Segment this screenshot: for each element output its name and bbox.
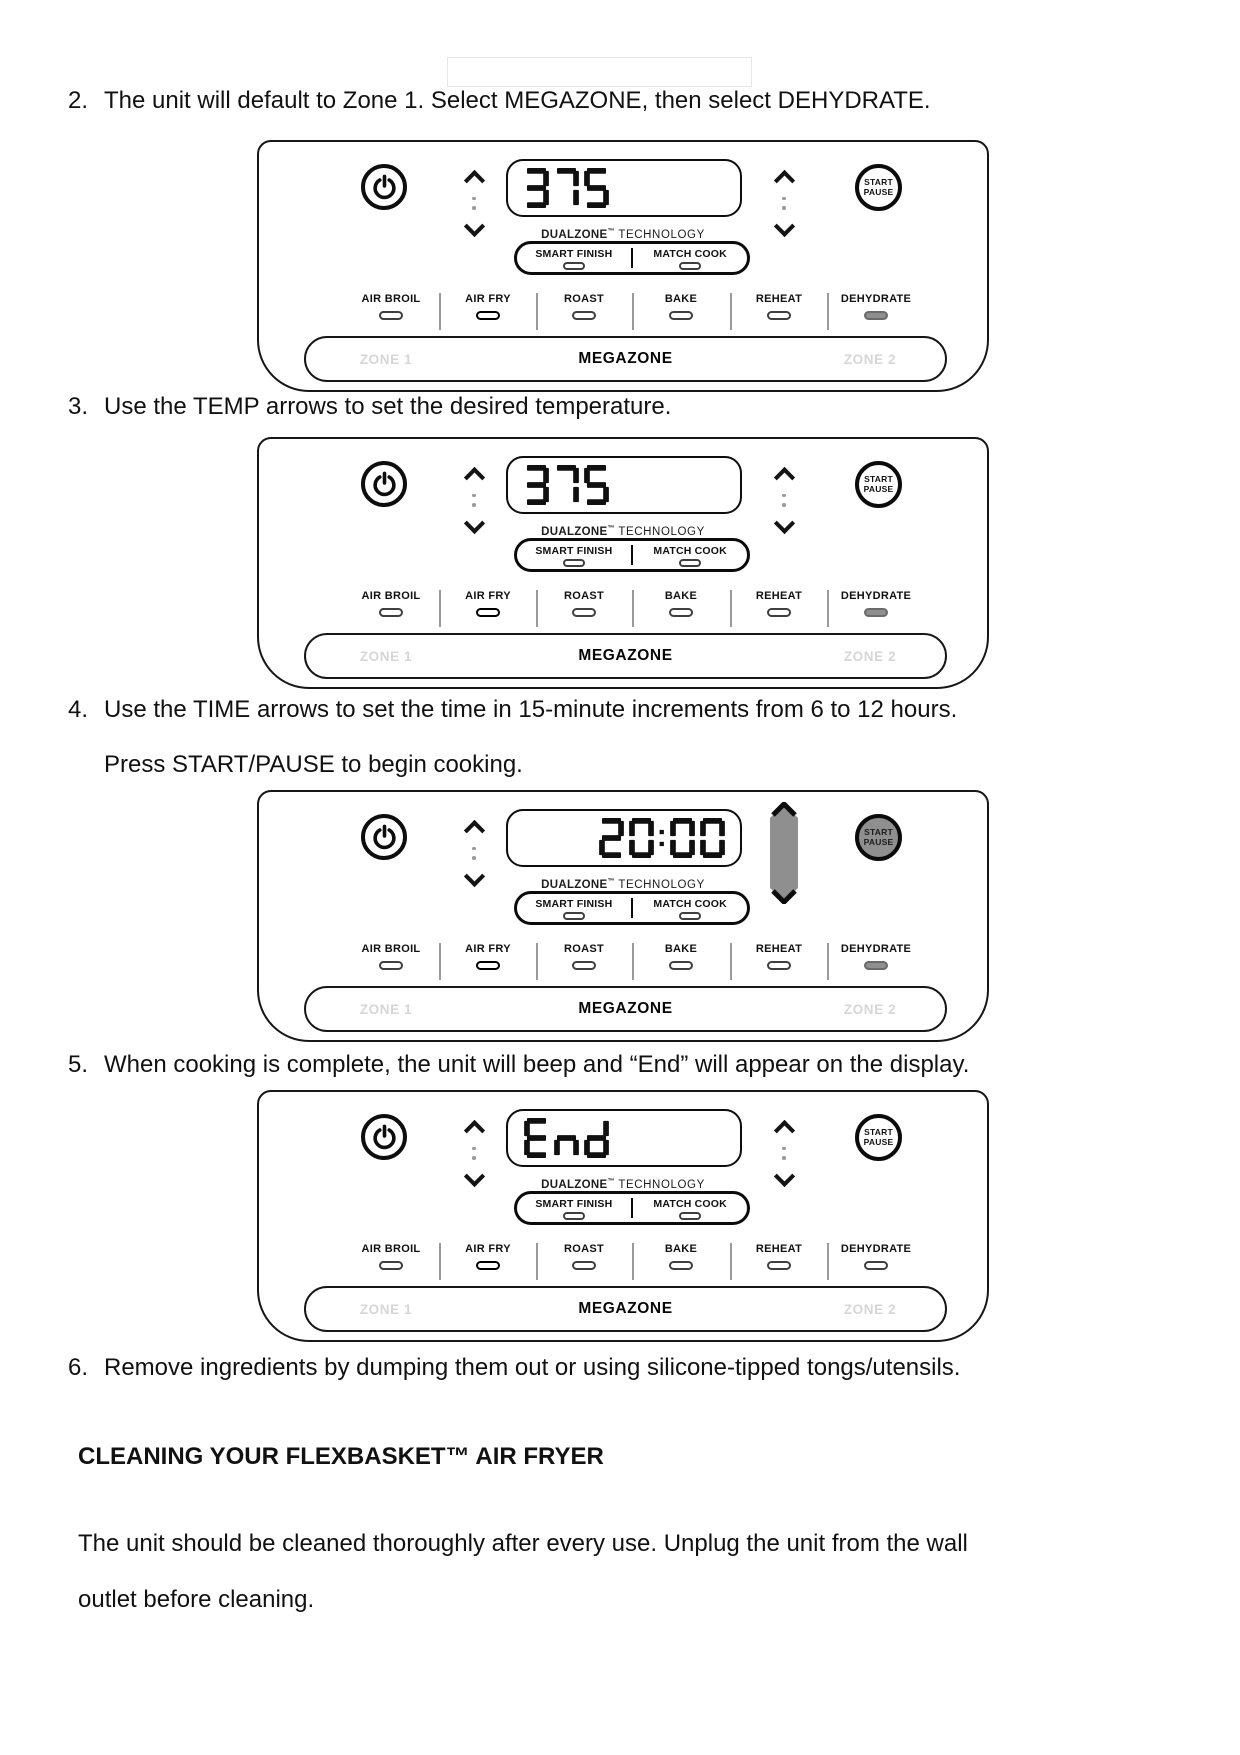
function-bake[interactable]: BAKE xyxy=(626,293,736,320)
roast-indicator xyxy=(572,311,596,320)
control-panel-diagram xyxy=(257,437,989,689)
function-air-fry[interactable]: AIR FRY xyxy=(433,293,543,320)
function-air-fry[interactable]: AIR FRY xyxy=(433,1243,543,1270)
smart-finish-match-cook-pill xyxy=(514,1191,750,1225)
function-separator xyxy=(632,590,634,627)
start-pause-button[interactable] xyxy=(855,164,902,211)
zone1-button[interactable]: ZONE 1 xyxy=(359,351,413,367)
power-icon xyxy=(371,471,398,498)
control-panel-diagram xyxy=(257,1090,989,1342)
megazone-button[interactable]: MEGAZONE xyxy=(578,1000,673,1017)
smart-finish-match-cook-pill xyxy=(514,891,750,925)
match-cook-indicator xyxy=(679,912,701,920)
function-separator xyxy=(632,1243,634,1280)
zone2-button[interactable]: ZONE 2 xyxy=(843,1301,897,1317)
function-air-fry[interactable]: AIR FRY xyxy=(433,590,543,617)
function-separator xyxy=(439,590,441,627)
start-pause-button[interactable] xyxy=(855,814,902,861)
zone2-button[interactable]: ZONE 2 xyxy=(843,1001,897,1017)
function-bake[interactable]: BAKE xyxy=(626,1243,736,1270)
function-separator xyxy=(730,1243,732,1280)
time-up-arrow-icon[interactable] xyxy=(773,466,794,487)
body-text-line: The unit should be cleaned thoroughly after every use. Unplug the unit from the wall xyxy=(78,1530,968,1557)
display-screen xyxy=(506,456,742,514)
step-text: Remove ingredients by dumping them out or using silicone-tipped tongs/utensils. xyxy=(104,1354,961,1381)
function-separator xyxy=(730,293,732,330)
power-icon xyxy=(371,1124,398,1151)
start-pause-button[interactable] xyxy=(855,1114,902,1161)
reheat-indicator xyxy=(767,311,791,320)
time-up-arrow-icon[interactable] xyxy=(773,1119,794,1140)
arrow-dots xyxy=(472,1147,476,1160)
air-fry-indicator xyxy=(476,608,500,617)
step-number: 6. xyxy=(68,1354,89,1381)
display-value xyxy=(508,161,740,215)
reheat-indicator xyxy=(767,961,791,970)
arrow-dots xyxy=(782,494,786,507)
smart-finish-match-cook-pill xyxy=(514,241,750,275)
body-text-line: outlet before cleaning. xyxy=(78,1586,315,1613)
control-panel-diagram xyxy=(257,140,989,392)
function-separator xyxy=(730,590,732,627)
air-broil-indicator xyxy=(379,961,403,970)
power-icon xyxy=(371,174,398,201)
function-air-broil[interactable]: AIR BROIL xyxy=(336,943,446,970)
step-text: Press START/PAUSE to begin cooking. xyxy=(104,751,523,778)
megazone-button[interactable]: MEGAZONE xyxy=(578,350,673,367)
function-separator xyxy=(730,943,732,980)
air-fry-indicator xyxy=(476,961,500,970)
function-reheat[interactable]: REHEAT xyxy=(724,943,834,970)
zone1-button[interactable]: ZONE 1 xyxy=(359,648,413,664)
section-heading: CLEANING YOUR FLEXBASKET™ AIR FRYER xyxy=(78,1443,604,1470)
function-air-fry[interactable]: AIR FRY xyxy=(433,943,543,970)
function-air-broil[interactable]: AIR BROIL xyxy=(336,590,446,617)
roast-indicator xyxy=(572,608,596,617)
arrow-dots xyxy=(472,847,476,860)
step-number: 2. xyxy=(68,87,89,114)
air-broil-indicator xyxy=(379,608,403,617)
power-button[interactable] xyxy=(361,814,407,860)
smart-finish-indicator xyxy=(563,912,585,920)
match-cook-button[interactable]: MATCH COOK xyxy=(633,894,747,922)
dehydrate-indicator xyxy=(864,608,888,617)
start-label: START xyxy=(864,177,893,187)
step-number: 3. xyxy=(68,393,89,420)
arrow-dots xyxy=(782,197,786,210)
function-roast[interactable]: ROAST xyxy=(529,293,639,320)
megazone-button[interactable]: MEGAZONE xyxy=(578,1300,673,1317)
step-text: When cooking is complete, the unit will beep and “End” will appear on the display. xyxy=(104,1051,970,1078)
step-text: Use the TIME arrows to set the time in 15-minute increments from 6 to 12 hours. xyxy=(104,696,958,723)
function-air-broil[interactable]: AIR BROIL xyxy=(336,1243,446,1270)
display-screen xyxy=(506,1109,742,1167)
function-separator xyxy=(439,1243,441,1280)
dualzone-technology-label: DUALZONE™ TECHNOLOGY xyxy=(541,1178,705,1191)
temp-up-arrow-icon[interactable] xyxy=(463,819,484,840)
function-reheat[interactable]: REHEAT xyxy=(724,293,834,320)
smart-finish-match-cook-pill xyxy=(514,538,750,572)
function-separator xyxy=(827,1243,829,1280)
display-value xyxy=(508,811,740,865)
step-5 xyxy=(68,1050,969,1080)
function-separator xyxy=(439,943,441,980)
power-button[interactable] xyxy=(361,164,407,210)
dehydrate-indicator xyxy=(864,961,888,970)
function-separator xyxy=(439,293,441,330)
function-dehydrate[interactable]: DEHYDRATE xyxy=(821,943,931,970)
roast-indicator xyxy=(572,1261,596,1270)
zone1-button[interactable]: ZONE 1 xyxy=(359,1301,413,1317)
empty-overlay-box xyxy=(447,57,752,87)
smart-finish-indicator xyxy=(563,262,585,270)
smart-finish-button[interactable]: SMART FINISH xyxy=(517,244,631,272)
step-number: 5. xyxy=(68,1051,89,1078)
zone-select-bar xyxy=(304,986,947,1032)
power-button[interactable] xyxy=(361,461,407,507)
time-up-arrow-icon[interactable] xyxy=(773,169,794,190)
step-text: The unit will default to Zone 1. Select MEGAZONE, then select DEHYDRATE. xyxy=(104,87,931,114)
match-cook-indicator xyxy=(679,1212,701,1220)
dualzone-technology-label: DUALZONE™ TECHNOLOGY xyxy=(541,228,705,241)
pause-label: PAUSE xyxy=(863,483,894,494)
megazone-button[interactable]: MEGAZONE xyxy=(578,647,673,664)
step-text: Use the TEMP arrows to set the desired temperature. xyxy=(104,393,672,420)
reheat-indicator xyxy=(767,1261,791,1270)
temp-up-arrow-icon[interactable] xyxy=(463,1119,484,1140)
match-cook-button[interactable]: MATCH COOK xyxy=(633,1194,747,1222)
function-separator xyxy=(536,590,538,627)
function-roast[interactable]: ROAST xyxy=(529,943,639,970)
pause-label: PAUSE xyxy=(863,1136,894,1147)
display-value xyxy=(508,1111,740,1165)
smart-finish-indicator xyxy=(563,1212,585,1220)
zone-select-bar xyxy=(304,633,947,679)
pause-label: PAUSE xyxy=(863,186,894,197)
dehydrate-indicator xyxy=(864,1261,888,1270)
function-dehydrate[interactable]: DEHYDRATE xyxy=(821,1243,931,1270)
function-roast[interactable]: ROAST xyxy=(529,590,639,617)
panel-mount-step2 xyxy=(257,140,989,392)
function-separator xyxy=(827,293,829,330)
dehydrate-indicator xyxy=(864,311,888,320)
step-4-line-2 xyxy=(104,750,523,780)
function-separator xyxy=(632,293,634,330)
function-dehydrate[interactable]: DEHYDRATE xyxy=(821,293,931,320)
air-fry-indicator xyxy=(476,1261,500,1270)
arrow-dots xyxy=(472,197,476,210)
roast-indicator xyxy=(572,961,596,970)
step-3 xyxy=(68,392,671,422)
reheat-indicator xyxy=(767,608,791,617)
control-panel-diagram xyxy=(257,790,989,1042)
function-separator xyxy=(536,1243,538,1280)
display-screen xyxy=(506,159,742,217)
function-air-broil[interactable]: AIR BROIL xyxy=(336,293,446,320)
match-cook-indicator xyxy=(679,559,701,567)
dualzone-technology-label: DUALZONE™ TECHNOLOGY xyxy=(541,878,705,891)
function-roast[interactable]: ROAST xyxy=(529,1243,639,1270)
step-number: 4. xyxy=(68,696,89,723)
power-button[interactable] xyxy=(361,1114,407,1160)
start-label: START xyxy=(864,827,893,837)
zone-select-bar xyxy=(304,336,947,382)
match-cook-button[interactable]: MATCH COOK xyxy=(633,244,747,272)
panel-mount-step5 xyxy=(257,1090,989,1342)
match-cook-indicator xyxy=(679,262,701,270)
function-separator xyxy=(632,943,634,980)
temp-up-arrow-icon[interactable] xyxy=(463,466,484,487)
smart-finish-button[interactable]: SMART FINISH xyxy=(517,1194,631,1222)
display-value xyxy=(508,458,740,512)
bake-indicator xyxy=(669,961,693,970)
zone1-button[interactable]: ZONE 1 xyxy=(359,1001,413,1017)
panel-mount-step3 xyxy=(257,437,989,689)
function-separator xyxy=(827,943,829,980)
start-pause-button[interactable] xyxy=(855,461,902,508)
air-fry-indicator xyxy=(476,311,500,320)
bake-indicator xyxy=(669,608,693,617)
smart-finish-button[interactable]: SMART FINISH xyxy=(517,541,631,569)
match-cook-button[interactable]: MATCH COOK xyxy=(633,541,747,569)
function-separator xyxy=(536,293,538,330)
panel-mount-step4 xyxy=(257,790,989,1042)
dualzone-technology-label: DUALZONE™ TECHNOLOGY xyxy=(541,525,705,538)
step-2 xyxy=(68,86,931,116)
air-broil-indicator xyxy=(379,1261,403,1270)
zone2-button[interactable]: ZONE 2 xyxy=(843,648,897,664)
function-reheat[interactable]: REHEAT xyxy=(724,1243,834,1270)
zone-select-bar xyxy=(304,1286,947,1332)
zone2-button[interactable]: ZONE 2 xyxy=(843,351,897,367)
smart-finish-button[interactable]: SMART FINISH xyxy=(517,894,631,922)
start-label: START xyxy=(864,1127,893,1137)
smart-finish-indicator xyxy=(563,559,585,567)
start-label: START xyxy=(864,474,893,484)
bake-indicator xyxy=(669,1261,693,1270)
pause-label: PAUSE xyxy=(863,836,894,847)
arrow-dots xyxy=(782,1147,786,1160)
display-screen xyxy=(506,809,742,867)
bake-indicator xyxy=(669,311,693,320)
function-separator xyxy=(827,590,829,627)
function-reheat[interactable]: REHEAT xyxy=(724,590,834,617)
function-bake[interactable]: BAKE xyxy=(626,943,736,970)
step-4 xyxy=(68,695,957,725)
air-broil-indicator xyxy=(379,311,403,320)
function-dehydrate[interactable]: DEHYDRATE xyxy=(821,590,931,617)
temp-up-arrow-icon[interactable] xyxy=(463,169,484,190)
step-6 xyxy=(68,1353,960,1383)
function-bake[interactable]: BAKE xyxy=(626,590,736,617)
power-icon xyxy=(371,824,398,851)
arrow-dots xyxy=(472,494,476,507)
function-separator xyxy=(536,943,538,980)
